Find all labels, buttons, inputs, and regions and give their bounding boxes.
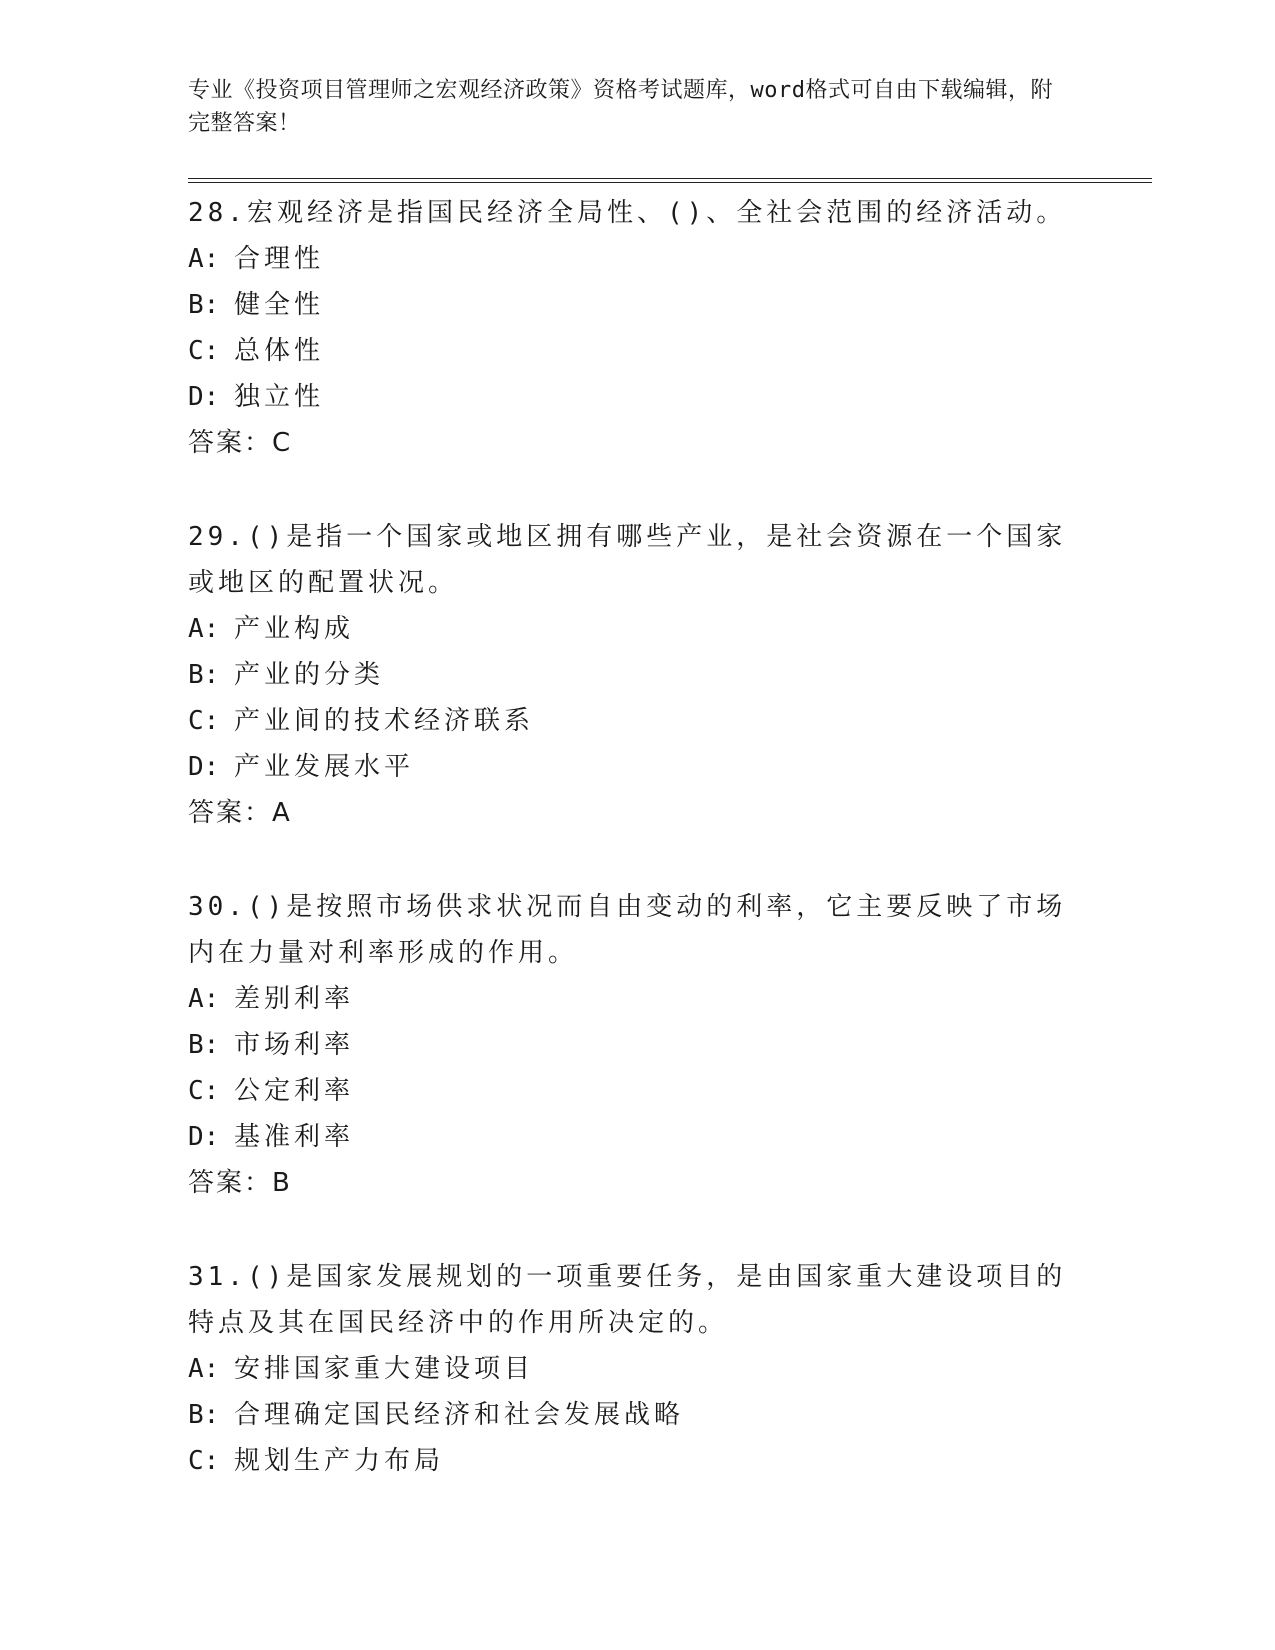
option-text: 规划生产力布局 — [234, 1446, 445, 1476]
option-b — [188, 1022, 1088, 1068]
question-stem: 31.()是国家发展规划的一项重要任务，是由国家重大建设项目的特点及其在国民经济中的作用所决定的。 — [188, 1262, 1067, 1338]
option-key: A: — [188, 984, 220, 1014]
header-note: 专业《投资项目管理师之宏观经济政策》资格考试题库，word格式可自由下载编辑，附完整答案！ — [188, 78, 1053, 136]
option-text: 合理确定国民经济和社会发展战略 — [234, 1400, 685, 1430]
option-b — [188, 282, 1088, 328]
answer-line: 答案：B — [188, 1168, 292, 1198]
option-text: 产业发展水平 — [234, 752, 415, 782]
option-key: A: — [188, 244, 220, 274]
header-divider — [188, 178, 1152, 183]
option-key: B: — [188, 1030, 220, 1060]
option-text: 合理性 — [234, 244, 325, 274]
option-d — [188, 374, 1088, 420]
question-stem: 29.()是指一个国家或地区拥有哪些产业，是社会资源在一个国家或地区的配置状况。 — [188, 522, 1067, 598]
option-key: D: — [188, 382, 220, 412]
option-key: B: — [188, 290, 220, 320]
option-b — [188, 652, 1088, 698]
option-c — [188, 698, 1088, 744]
answer-line: 答案：C — [188, 428, 293, 458]
option-text: 安排国家重大建设项目 — [234, 1354, 535, 1384]
question-item — [188, 514, 1088, 836]
option-a — [188, 236, 1088, 282]
option-key: C: — [188, 1076, 220, 1106]
option-text: 市场利率 — [234, 1030, 355, 1060]
option-key: A: — [188, 1354, 220, 1384]
option-text: 独立性 — [234, 382, 325, 412]
question-list — [188, 190, 1088, 1532]
answer-line: 答案：A — [188, 798, 292, 828]
option-text: 差别利率 — [234, 984, 355, 1014]
question-item — [188, 190, 1088, 466]
option-a — [188, 606, 1088, 652]
option-key: C: — [188, 706, 220, 736]
option-a — [188, 976, 1088, 1022]
option-key: A: — [188, 614, 220, 644]
option-key: B: — [188, 660, 220, 690]
option-text: 健全性 — [234, 290, 325, 320]
option-text: 总体性 — [234, 336, 325, 366]
option-key: B: — [188, 1400, 220, 1430]
option-a — [188, 1346, 1088, 1392]
option-key: D: — [188, 1122, 220, 1152]
option-text: 产业的分类 — [234, 660, 385, 690]
option-text: 基准利率 — [234, 1122, 355, 1152]
option-text: 公定利率 — [234, 1076, 355, 1106]
option-c — [188, 328, 1088, 374]
option-c — [188, 1068, 1088, 1114]
question-stem: 30.()是按照市场供求状况而自由变动的利率，它主要反映了市场内在力量对利率形成的作用。 — [188, 892, 1067, 968]
option-text: 产业间的技术经济联系 — [234, 706, 535, 736]
option-d — [188, 1114, 1088, 1160]
option-text: 产业构成 — [234, 614, 355, 644]
question-stem: 28.宏观经济是指国民经济全局性、()、全社会范围的经济活动。 — [188, 198, 1067, 228]
option-c — [188, 1438, 1088, 1484]
option-key: D: — [188, 752, 220, 782]
option-key: C: — [188, 336, 220, 366]
option-b — [188, 1392, 1088, 1438]
option-key: C: — [188, 1446, 220, 1476]
question-item — [188, 1254, 1088, 1484]
option-d — [188, 744, 1088, 790]
question-item — [188, 884, 1088, 1206]
